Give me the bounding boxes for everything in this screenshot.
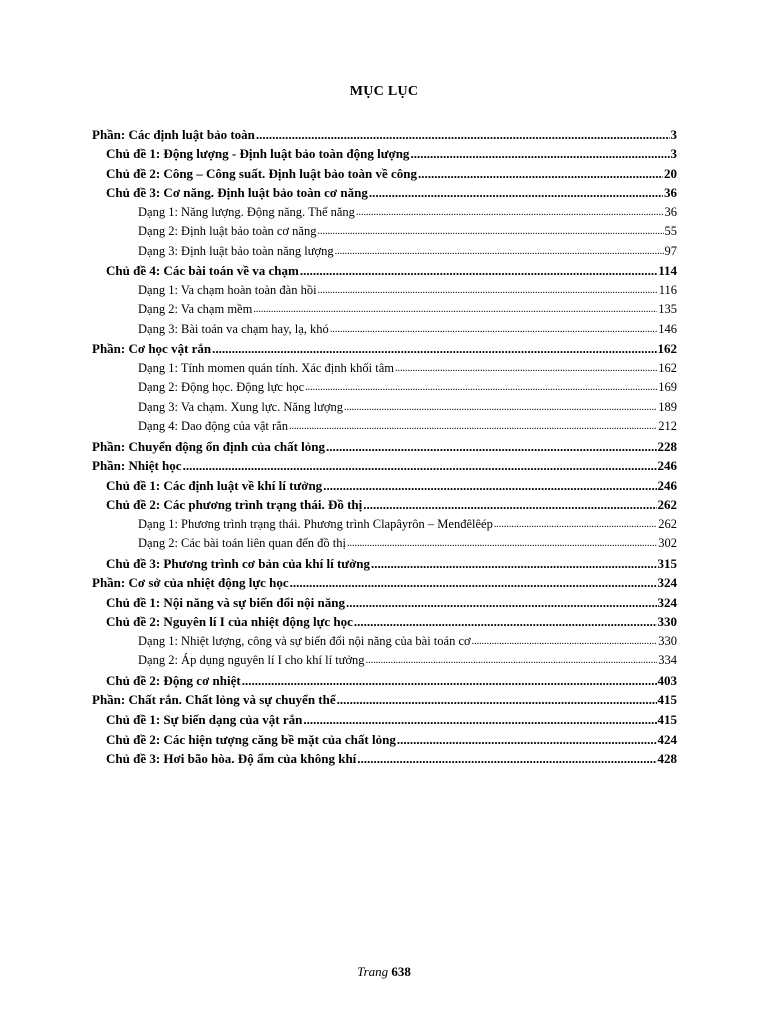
toc-entry-label: Dạng 2: Áp dụng nguyên lí I cho khí lí tưởng: [138, 653, 365, 668]
table-of-contents: [92, 122, 677, 766]
page-footer: [0, 964, 768, 980]
toc-entry-page: 262: [657, 497, 677, 513]
dot-leader: [326, 439, 657, 454]
dot-leader: [344, 400, 657, 415]
toc-entry[interactable]: [92, 122, 677, 142]
dot-leader: [289, 419, 657, 434]
dot-leader: [242, 673, 657, 688]
dot-leader: [212, 341, 656, 356]
toc-entry[interactable]: [92, 239, 677, 259]
toc-entry-page: 20: [664, 165, 677, 181]
dot-leader: [357, 751, 656, 766]
dot-leader: [494, 517, 657, 532]
dot-leader: [472, 634, 658, 649]
toc-entry-label: Chủ đề 2: Nguyên lí I của nhiệt động lực học: [106, 614, 353, 630]
toc-entry-label: Dạng 1: Năng lượng. Động năng. Thế năng: [138, 204, 355, 219]
toc-entry-page: 415: [657, 711, 677, 727]
toc-entry[interactable]: [92, 259, 677, 279]
toc-entry[interactable]: [92, 376, 677, 396]
toc-entry-page: 212: [658, 419, 677, 434]
toc-entry-label: Dạng 1: Nhiệt lượng, công và sự biến đổi nội năng của bài toán cơ: [138, 633, 471, 648]
toc-entry-page: 302: [658, 536, 677, 551]
toc-entry[interactable]: [92, 415, 677, 435]
toc-entry-page: 330: [657, 614, 677, 630]
toc-entry-page: 246: [657, 458, 677, 474]
toc-entry-label: Dạng 4: Dao động của vật rắn: [138, 419, 288, 434]
dot-leader: [300, 263, 657, 278]
toc-entry[interactable]: [92, 707, 677, 727]
toc-entry-label: Dạng 2: Các bài toán liên quan đến đồ thị: [138, 536, 346, 551]
toc-entry-page: 36: [664, 204, 677, 219]
toc-entry-page: 330: [658, 633, 677, 648]
toc-entry[interactable]: [92, 688, 677, 708]
toc-entry-label: Chủ đề 2: Động cơ nhiệt: [106, 672, 241, 688]
toc-entry[interactable]: [92, 356, 677, 376]
toc-entry[interactable]: [92, 181, 677, 201]
toc-entry[interactable]: [92, 493, 677, 513]
toc-entry[interactable]: [92, 532, 677, 552]
toc-entry-label: Phần: Các định luật bảo toàn: [92, 126, 255, 142]
toc-entry-label: Dạng 2: Động học. Động lực học: [138, 380, 305, 395]
toc-entry-page: 162: [657, 341, 677, 357]
dot-leader: [330, 322, 657, 337]
toc-entry-label: Dạng 1: Va chạm hoàn toàn đàn hồi: [138, 282, 317, 297]
toc-entry-label: Phần: Cơ sở của nhiệt động lực học: [92, 575, 289, 591]
toc-entry-page: 146: [658, 321, 677, 336]
toc-entry-label: Chủ đề 3: Phương trình cơ bản của khí lí tưởng: [106, 555, 371, 571]
dot-leader: [371, 556, 656, 571]
dot-leader: [337, 692, 657, 707]
toc-entry[interactable]: [92, 551, 677, 571]
toc-entry[interactable]: [92, 571, 677, 591]
toc-entry-label: Chủ đề 3: Hơi bão hòa. Độ ẩm của không khí: [106, 751, 357, 767]
toc-entry-page: 228: [657, 438, 677, 454]
toc-entry-label: Dạng 2: Định luật bảo toàn cơ năng: [138, 224, 317, 239]
toc-entry[interactable]: [92, 747, 677, 767]
toc-entry-label: Chủ đề 2: Các hiện tượng căng bề mặt của chất lỏng: [106, 731, 396, 747]
dot-leader: [397, 732, 657, 747]
toc-entry-page: 324: [657, 575, 677, 591]
toc-entry[interactable]: [92, 220, 677, 240]
toc-entry[interactable]: [92, 200, 677, 220]
toc-entry-page: 262: [658, 516, 677, 531]
toc-entry[interactable]: [92, 727, 677, 747]
toc-entry-label: Dạng 3: Định luật bảo toàn năng lượng: [138, 243, 334, 258]
footer-label: Trang: [357, 964, 389, 979]
dot-leader: [183, 458, 657, 473]
toc-entry[interactable]: [92, 629, 677, 649]
toc-entry-page: 246: [657, 477, 677, 493]
toc-entry[interactable]: [92, 337, 677, 357]
toc-entry-label: Dạng 2: Va chạm mềm: [138, 302, 253, 317]
toc-entry-page: 36: [664, 185, 677, 201]
toc-entry-page: 403: [657, 672, 677, 688]
toc-entry-label: Phần: Cơ học vật rắn: [92, 341, 212, 357]
dot-leader: [410, 146, 669, 161]
toc-entry-label: Phần: Nhiệt học: [92, 458, 182, 474]
toc-entry-page: 189: [658, 399, 677, 414]
page-title: MỤC LỤC: [349, 84, 419, 99]
dot-leader: [335, 244, 664, 259]
toc-entry-label: Dạng 1: Phương trình trạng thái. Phương trình Clapâyrôn – Menđêlêép: [138, 516, 493, 531]
toc-entry-label: Chủ đề 1: Động lượng - Định luật bảo toàn động lượng: [106, 146, 410, 162]
dot-leader: [318, 283, 658, 298]
toc-entry[interactable]: [92, 590, 677, 610]
dot-leader: [354, 614, 657, 629]
toc-entry-page: 135: [658, 302, 677, 317]
toc-entry[interactable]: [92, 454, 677, 474]
toc-entry-label: Dạng 3: Va chạm. Xung lực. Năng lượng: [138, 399, 343, 414]
toc-entry-label: Chủ đề 3: Cơ năng. Định luật bảo toàn cơ năng: [106, 185, 368, 201]
toc-entry-label: Chủ đề 2: Các phương trình trạng thái. Đồ thị: [106, 497, 363, 513]
toc-entry[interactable]: [92, 278, 677, 298]
toc-entry[interactable]: [92, 434, 677, 454]
toc-entry-label: Chủ đề 4: Các bài toán về va chạm: [106, 263, 299, 279]
toc-entry-page: 114: [658, 263, 677, 279]
dot-leader: [305, 380, 657, 395]
dot-leader: [363, 497, 656, 512]
toc-entry-page: 324: [657, 594, 677, 610]
toc-entry-page: 169: [658, 380, 677, 395]
toc-entry-page: 3: [670, 126, 677, 142]
toc-entry-label: Chủ đề 1: Sự biến dạng của vật rắn: [106, 711, 303, 727]
dot-leader: [303, 712, 656, 727]
dot-leader: [323, 478, 656, 493]
toc-entry[interactable]: [92, 610, 677, 630]
toc-entry-page: 162: [658, 360, 677, 375]
toc-entry-label: Phần: Chất rắn. Chất lỏng và sự chuyển thể: [92, 692, 336, 708]
toc-entry[interactable]: [92, 649, 677, 669]
toc-entry-page: 116: [658, 282, 677, 297]
toc-entry-label: Chủ đề 2: Công – Công suất. Định luật bảo toàn về công: [106, 165, 417, 181]
toc-entry[interactable]: [92, 395, 677, 415]
toc-entry-label: Chủ đề 1: Các định luật về khí lí tưởng: [106, 477, 323, 493]
toc-entry-page: 428: [657, 751, 677, 767]
dot-leader: [366, 653, 658, 668]
toc-entry[interactable]: [92, 142, 677, 162]
toc-entry-page: 55: [664, 224, 677, 239]
dot-leader: [347, 536, 657, 551]
dot-leader: [256, 127, 670, 142]
dot-leader: [253, 302, 657, 317]
page-number: 638: [391, 964, 411, 979]
dot-leader: [317, 224, 663, 239]
toc-entry-label: Dạng 3: Bài toán va chạm hay, lạ, khó: [138, 321, 329, 336]
dot-leader: [395, 361, 657, 376]
toc-entry[interactable]: [92, 298, 677, 318]
toc-entry-label: Chủ đề 1: Nội năng và sự biến đổi nội năng: [106, 594, 345, 610]
toc-entry[interactable]: [92, 473, 677, 493]
toc-entry-page: 97: [664, 243, 677, 258]
toc-entry-page: 424: [657, 731, 677, 747]
toc-entry-label: Dạng 1: Tính momen quán tính. Xác định khối tâm: [138, 360, 394, 375]
toc-entry[interactable]: [92, 512, 677, 532]
dot-leader: [418, 166, 663, 181]
dot-leader: [290, 575, 657, 590]
dot-leader: [356, 205, 664, 220]
toc-entry-page: 3: [670, 146, 677, 162]
dot-leader: [369, 185, 663, 200]
toc-entry[interactable]: [92, 161, 677, 181]
toc-entry[interactable]: [92, 317, 677, 337]
toc-entry-page: 415: [657, 692, 677, 708]
toc-entry[interactable]: [92, 668, 677, 688]
toc-entry-label: Phần: Chuyển động ổn định của chất lỏng: [92, 438, 325, 454]
toc-entry-page: 315: [657, 555, 677, 571]
toc-entry-page: 334: [658, 653, 677, 668]
dot-leader: [346, 595, 657, 610]
